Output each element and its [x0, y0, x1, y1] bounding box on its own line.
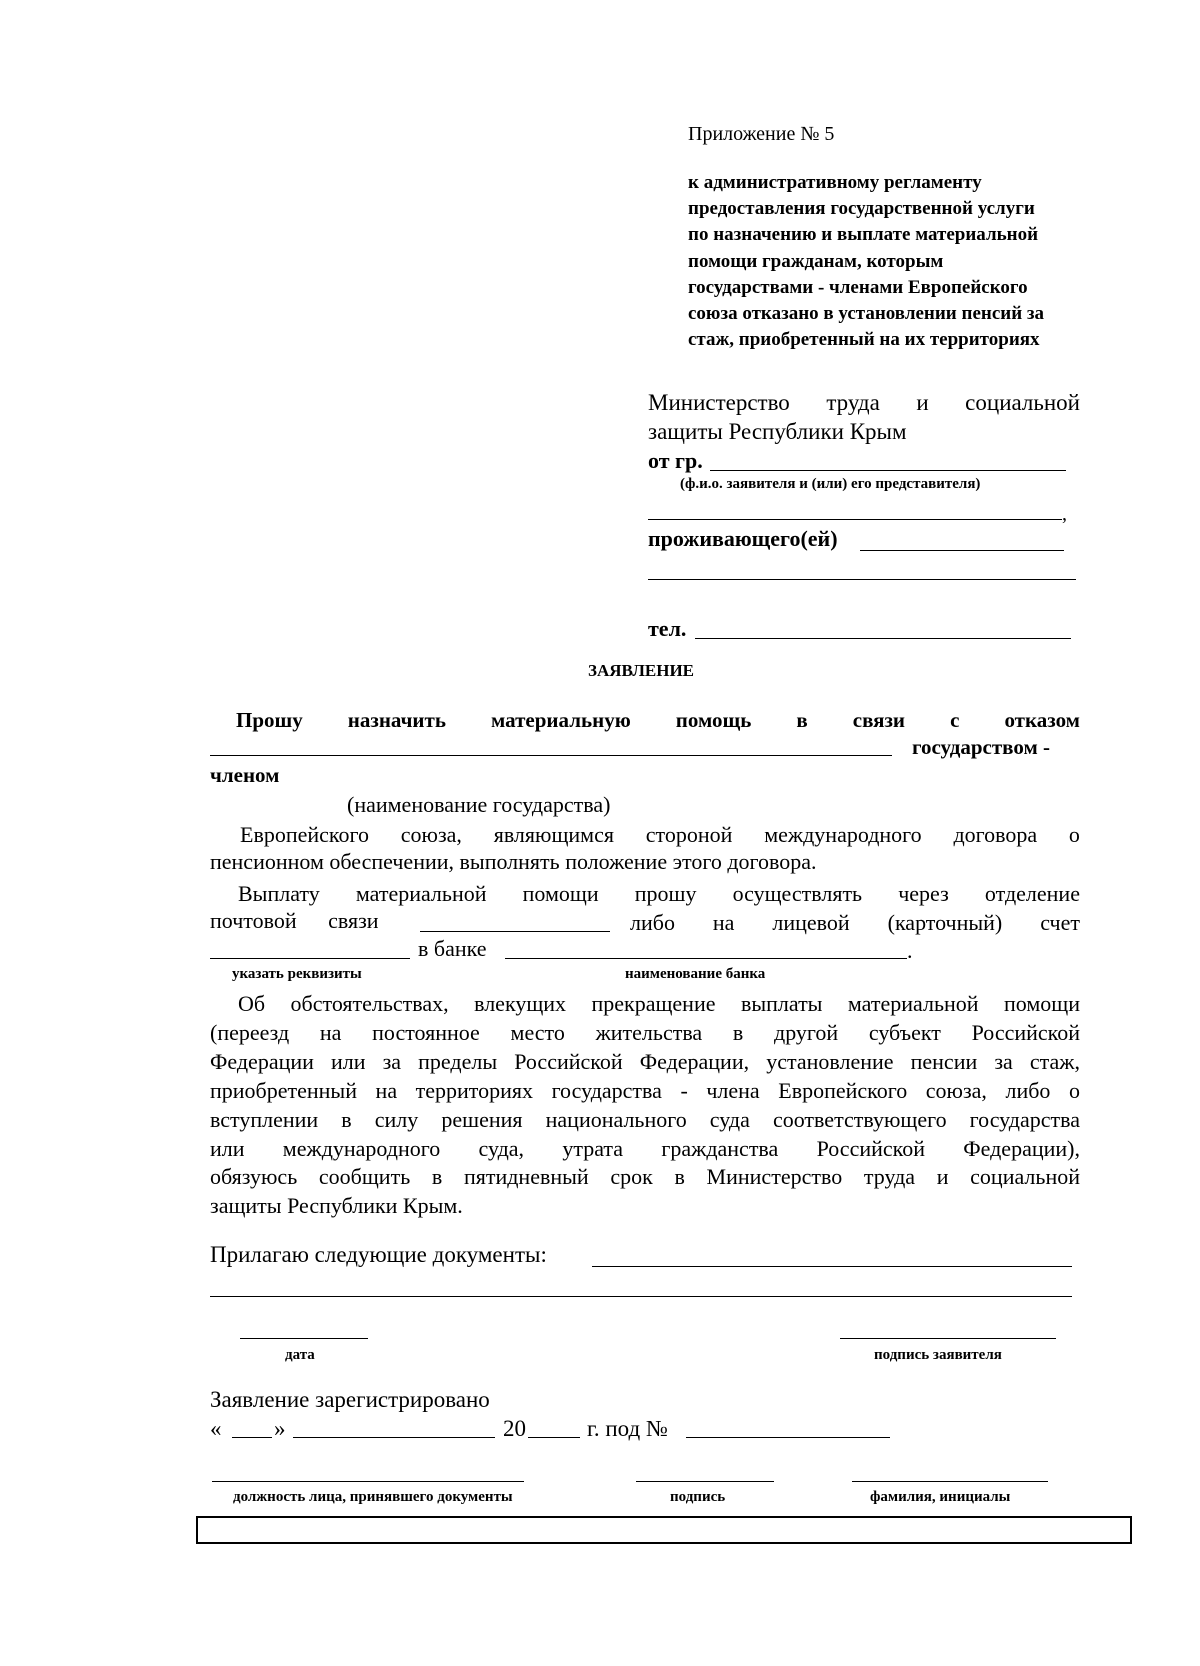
requisites-caption: указать реквизиты	[232, 966, 362, 982]
bank-caption: наименование банка	[625, 966, 766, 982]
post-label: почтовой связи	[210, 908, 379, 933]
year-field[interactable]	[528, 1437, 580, 1438]
registrar-signature-caption: подпись	[670, 1489, 726, 1505]
close-quote: »	[274, 1416, 286, 1441]
attachments-field-2[interactable]	[210, 1296, 1072, 1297]
address-field-2[interactable]	[648, 579, 1076, 580]
paragraph-3-line: вступлении в силу решения национального суда соответствующего государства	[210, 1106, 1080, 1132]
paragraph-3-line: обязуюсь сообщить в пятидневный срок в Министерство труда и социальной	[210, 1164, 1080, 1190]
annex-line: стаж, приобретенный на их территориях	[688, 329, 1040, 351]
annex-line: по назначению и выплате материальной	[688, 224, 1039, 246]
paragraph-3	[210, 990, 1080, 1221]
registrar-name-field[interactable]	[852, 1481, 1048, 1482]
attach-label: Прилагаю следующие документы:	[210, 1242, 547, 1267]
applicant-signature-caption: подпись заявителя	[874, 1347, 1002, 1363]
state-caption: (наименование государства)	[347, 792, 611, 817]
annex-line: помощи гражданам, которым	[688, 250, 944, 272]
paragraph-3-line: защиты Республики Крым.	[210, 1193, 463, 1219]
day-field[interactable]	[232, 1437, 272, 1438]
ministry-line-1: Министерство труда и социальной	[648, 390, 1080, 415]
annex-line: государствами - членами Европейского	[688, 276, 1028, 298]
applicant-name-field[interactable]	[710, 470, 1066, 471]
position-field[interactable]	[212, 1481, 524, 1482]
living-label: проживающего(ей)	[648, 526, 838, 551]
annex-line: предоставления государственной услуги	[688, 198, 1035, 220]
fio-caption: (ф.и.о. заявителя и (или) его представителя)	[680, 476, 981, 492]
address-field[interactable]	[860, 550, 1064, 551]
paragraph-3-line: Об обстоятельствах, влекущих прекращение выплаты материальной помощи	[238, 991, 1080, 1016]
paragraph-1-line-1: Европейского союза, являющимся стороной международного договора о	[240, 822, 1080, 847]
attachments-field[interactable]	[592, 1266, 1072, 1267]
number-label: г. под №	[587, 1416, 668, 1441]
annex-description	[688, 170, 1044, 353]
annex-title: Приложение № 5	[688, 123, 835, 145]
open-quote: «	[210, 1416, 222, 1441]
position-caption: должность лица, принявшего документы	[233, 1489, 513, 1505]
annex-line: союза отказано в установлении пенсий за	[688, 303, 1045, 325]
registration-number-field[interactable]	[686, 1437, 890, 1438]
paragraph-3-line: или международного суда, утрата гражданства Российской Федерации),	[210, 1135, 1080, 1161]
year-prefix: 20	[503, 1416, 526, 1441]
post-office-field[interactable]	[420, 931, 610, 932]
phone-label: тел.	[648, 616, 687, 641]
date-caption: дата	[285, 1347, 315, 1363]
member-label: членом	[210, 763, 280, 787]
date-field[interactable]	[240, 1338, 368, 1339]
applicant-name-field-2[interactable]	[648, 519, 1062, 520]
account-words: либо на лицевой (карточный) счет	[630, 910, 1080, 935]
phone-field[interactable]	[695, 638, 1071, 639]
period: .	[907, 938, 913, 963]
bank-name-field[interactable]	[505, 958, 907, 959]
registrar-name-caption: фамилия, инициалы	[870, 1489, 1011, 1505]
registrar-signature-field[interactable]	[636, 1481, 774, 1482]
paragraph-3-line: приобретенный на территориях государства - члена Европейского союза, либо о	[210, 1077, 1080, 1103]
comma: ,	[1062, 503, 1067, 525]
registration-label: Заявление зарегистрировано	[210, 1387, 490, 1412]
state-label: государством -	[912, 735, 1051, 759]
paragraph-3-line: Федерации или за пределы Российской Федерации, установление пенсии за стаж,	[210, 1048, 1080, 1074]
account-number-field[interactable]	[210, 958, 410, 959]
paragraph-3-line: (переезд на постоянное место жительства в другой субъект Российской	[210, 1019, 1080, 1045]
from-label: от гр.	[648, 448, 703, 473]
month-field[interactable]	[293, 1437, 495, 1438]
state-name-field[interactable]	[210, 755, 892, 756]
paragraph-1-line-2: пенсионном обеспечении, выполнять положение этого договора.	[210, 849, 817, 874]
ministry-line-2: защиты Республики Крым	[648, 419, 907, 444]
annex-line: к административному регламенту	[688, 172, 982, 193]
document-title: ЗАЯВЛЕНИЕ	[588, 661, 695, 680]
paragraph-2-line-1: Выплату материальной помощи прошу осуществлять через отделение	[238, 881, 1080, 906]
applicant-signature-field[interactable]	[840, 1338, 1056, 1339]
bottom-frame	[196, 1516, 1132, 1544]
request-line-1: Прошу назначить материальную помощь в связи с отказом	[236, 708, 1080, 732]
bank-label: в банке	[418, 936, 487, 961]
